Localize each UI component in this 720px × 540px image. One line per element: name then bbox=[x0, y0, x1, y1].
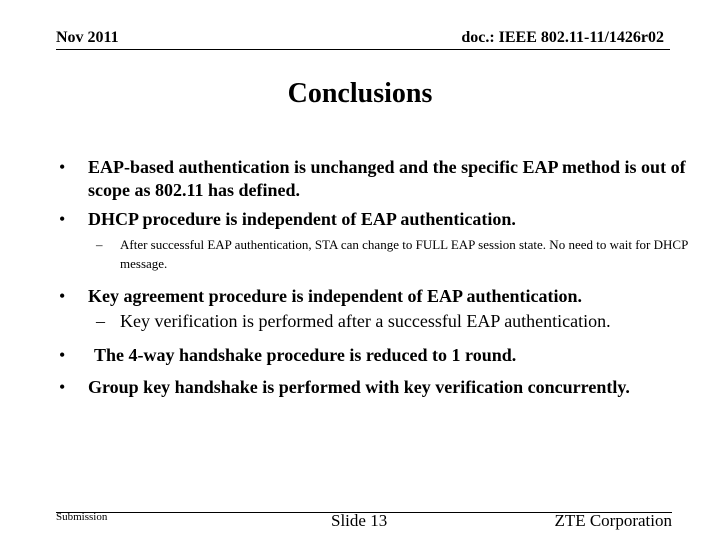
bullet-item bbox=[56, 208, 706, 231]
bullet-item bbox=[56, 285, 706, 308]
bullet-list bbox=[56, 156, 706, 399]
header-date: Nov 2011 bbox=[56, 29, 119, 46]
footer-organization: ZTE Corporation bbox=[554, 511, 672, 530]
sub-bullet-item bbox=[56, 235, 706, 273]
header-divider bbox=[56, 49, 670, 50]
slide-title: Conclusions bbox=[287, 78, 433, 109]
bullet-icon: • bbox=[59, 377, 66, 397]
sub-bullet-item bbox=[56, 310, 706, 333]
bullet-text: Key agreement procedure is independent of EAP authentication. bbox=[88, 286, 582, 306]
bullet-icon: • bbox=[59, 345, 66, 365]
footer-submission: Submission bbox=[56, 511, 108, 523]
sub-bullet-text: Key verification is performed after a successful EAP authentication. bbox=[120, 311, 611, 331]
bullet-text: DHCP procedure is independent of EAP authentication. bbox=[88, 209, 516, 229]
bullet-icon: • bbox=[59, 157, 66, 177]
bullet-icon: • bbox=[59, 209, 66, 229]
bullet-text: Group key handshake is performed with key verification concurrently. bbox=[88, 377, 630, 397]
bullet-item bbox=[56, 344, 706, 367]
footer-slide-number: Slide 13 bbox=[331, 511, 388, 530]
bullet-text: The 4-way handshake procedure is reduced to 1 round. bbox=[94, 345, 517, 365]
sub-bullet-text: After successful EAP authentication, STA can change to FULL EAP session state. No need to wait for DHCP message. bbox=[120, 237, 688, 271]
header-doc-id: doc.: IEEE 802.11-11/1426r02 bbox=[461, 29, 664, 46]
bullet-item bbox=[56, 376, 706, 399]
dash-icon: – bbox=[96, 311, 105, 331]
dash-icon: – bbox=[96, 237, 103, 252]
bullet-text: EAP-based authentication is unchanged and the specific EAP method is out of scope as 802.11 has defined. bbox=[88, 157, 686, 200]
bullet-icon: • bbox=[59, 286, 66, 306]
bullet-item bbox=[56, 156, 706, 202]
